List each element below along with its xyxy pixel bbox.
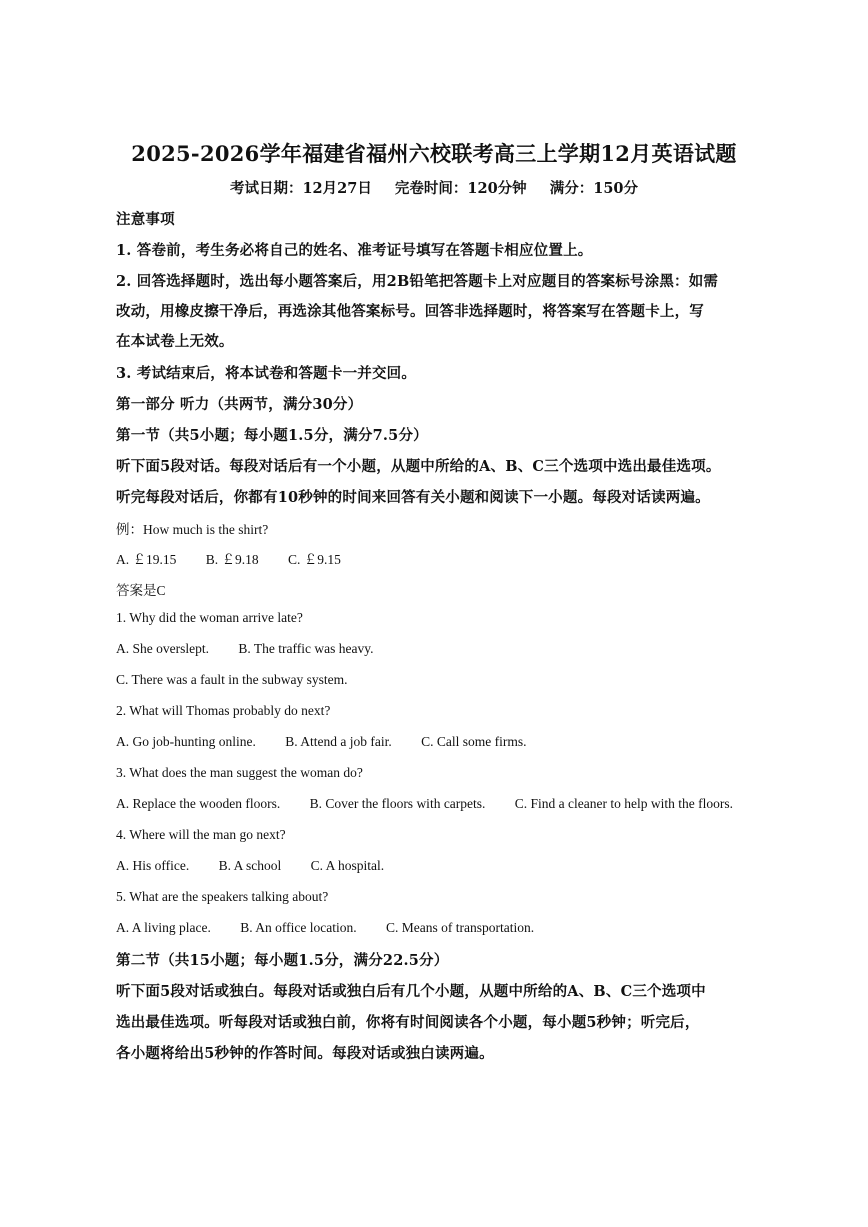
question-3-option-a: A. Replace the wooden floors. <box>116 796 281 811</box>
notes-item-3: 3. 考试结束后，将本试卷和答题卡一并交回。 <box>116 365 417 382</box>
exam-info <box>0 177 868 198</box>
example-option-b: B. ￡9.18 <box>205 552 259 567</box>
section2-heading: 第二节（共15小题；每小题1.5分，满分22.5分） <box>116 952 449 969</box>
section1-instruction-line-2: 听完每段对话后，你都有10秒钟的时间来回答有关小题和阅读下一小题。每段对话读两遍。 <box>116 489 710 506</box>
question-4-stem: 4. Where will the man go next? <box>116 827 286 842</box>
section2-instruction-line-2: 选出最佳选项。听每段对话或独白前，你将有时间阅读各个小题，每小题5秒钟；听完后， <box>116 1014 700 1031</box>
question-2-option-a: A. Go job-hunting online. <box>116 734 256 749</box>
notes-item-1: 1. 答卷前，考生务必将自己的姓名、准考证号填写在答题卡相应位置上。 <box>116 242 593 259</box>
question-2-option-c: C. Call some firms. <box>421 734 527 749</box>
question-4-options <box>116 858 766 874</box>
section1-heading: 第一节（共5小题；每小题1.5分，满分7.5分） <box>116 427 428 444</box>
question-1-option-c: C. There was a fault in the subway system. <box>116 672 348 687</box>
question-2-options <box>116 734 766 750</box>
question-2-stem: 2. What will Thomas probably do next? <box>116 703 331 718</box>
section1-instruction-line-1: 听下面5段对话。每段对话后有一个小题，从题中所给的A、B、C三个选项中选出最佳选项。 <box>116 458 721 475</box>
question-5-options <box>116 920 766 936</box>
question-3-stem: 3. What does the man suggest the woman do? <box>116 765 363 780</box>
notes-item-2-line-1: 2. 回答选择题时，选出每小题答案后，用2B铅笔把答题卡上对应题目的答案标号涂黑：如需 <box>116 273 719 290</box>
question-1-options <box>116 641 766 657</box>
question-5-option-b: B. An office location. <box>240 920 357 935</box>
exam-date: 考试日期：12月27日 <box>229 180 372 197</box>
example-answer: 答案是C <box>116 583 166 598</box>
example-option-a: A. ￡19.15 <box>116 552 177 567</box>
exam-full-score: 满分：150分 <box>549 180 639 197</box>
page-title: 2025-2026学年福建省福州六校联考高三上学期12月英语试题 <box>131 141 737 166</box>
section2-instruction-line-3: 各小题将给出5秒钟的作答时间。每段对话或独白读两遍。 <box>116 1045 494 1062</box>
example-options <box>116 548 766 568</box>
exam-duration: 完卷时间：120分钟 <box>394 180 527 197</box>
part1-heading: 第一部分 听力（共两节，满分30分） <box>116 396 363 413</box>
question-5-option-a: A. A living place. <box>116 920 211 935</box>
notes-item-2-line-2: 改动，用橡皮擦干净后，再选涂其他答案标号。回答非选择题时，将答案写在答题卡上，写 <box>116 303 704 320</box>
question-3-option-c: C. Find a cleaner to help with the floors. <box>514 796 733 811</box>
question-1-stem: 1. Why did the woman arrive late? <box>116 610 303 625</box>
question-2-option-b: B. Attend a job fair. <box>285 734 392 749</box>
example-question: 例：How much is the shirt? <box>116 522 269 537</box>
section2-instruction-line-1: 听下面5段对话或独白。每段对话或独白后有几个小题，从题中所给的A、B、C三个选项中 <box>116 983 706 1000</box>
question-5-option-c: C. Means of transportation. <box>385 920 535 935</box>
question-4-option-c: C. A hospital. <box>310 858 385 873</box>
notes-item-2-line-3: 在本试卷上无效。 <box>116 333 234 350</box>
question-5-stem: 5. What are the speakers talking about? <box>116 889 329 904</box>
question-4-option-a: A. His office. <box>116 858 190 873</box>
question-1-option-a: A. She overslept. <box>116 641 209 656</box>
question-3-options <box>116 796 766 812</box>
question-1-option-b: B. The traffic was heavy. <box>238 641 374 656</box>
question-3-option-b: B. Cover the floors with carpets. <box>309 796 486 811</box>
notes-heading: 注意事项 <box>116 211 175 228</box>
example-option-c: C. ￡9.15 <box>288 552 341 567</box>
question-4-option-b: B. A school <box>218 858 282 873</box>
